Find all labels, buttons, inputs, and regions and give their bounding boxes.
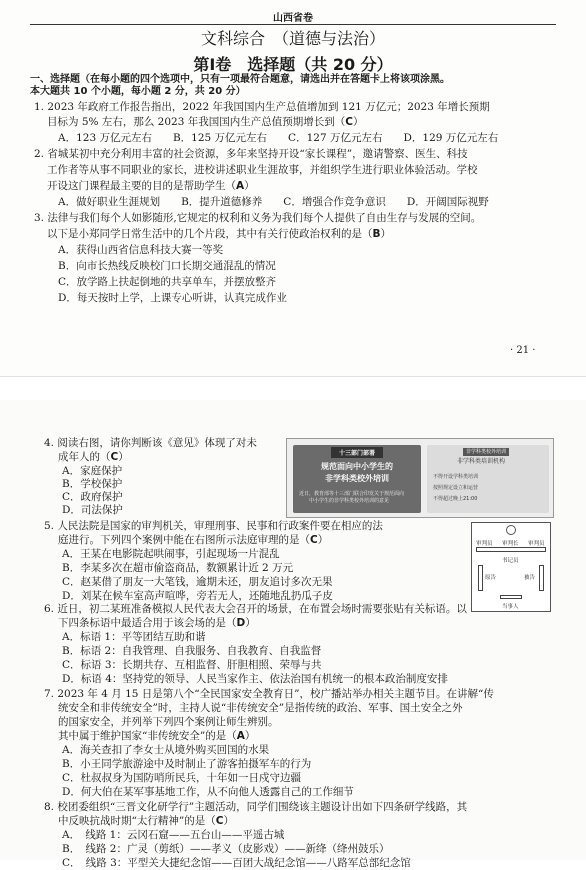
q4-news-right-tag: 非学科类校外培训 [463,448,509,456]
section-title: 第Ⅰ卷 选择题（共 20 分） [193,55,393,74]
q4-news-right-line-1: 不得开设学科类培训 [433,474,479,480]
q5-option-c: C．赵某借了朋友一大笔钱，逾期未还，朋友追讨多次无果 [62,576,333,588]
page-header: 山西省卷 [273,13,313,24]
court-label-plaintiff: 原告 [485,575,497,581]
q1-stem-line-2: 目标为 5% 左右，那么 2023 年我国国内生产总值预期增长到（C） [47,116,364,128]
q2-answer: A [236,180,245,192]
q3-option-c: C．放学路上扶起倒地的共享单车，并摆放整齐 [58,276,277,288]
q2-stem-line-3: 开设这门课程最主要的目的是帮助学生（A） [47,180,255,192]
court-defendant-desk [539,565,544,591]
q4-news-note-1: 近日，教育部等十三部门联合印发关于规范面向 [299,491,405,497]
q4-option-c: C．政府保护 [62,491,123,503]
q3-option-a: A．获得山西省信息科技大赛一等奖 [58,244,224,256]
q6-stem-line-2: 下四条标语中最适合用于该会场的是（D） [58,617,256,629]
header-divider [30,24,556,25]
instructions-line-1: 一、选择题（在每小题的四个选项中，只有一项最符合题意，请选出并在答题卡上将该项涂黑。 [30,74,450,85]
q7-stem-line-4: 其中属于维护国家“非传统安全”的是（A） [58,730,256,742]
q1-stem-line-1: 1. 2023 年政府工作报告指出，2022 年我国国内生产总值增加到 121 万亿元；2023 年增长预期 [34,101,490,113]
q7-answer: A [236,730,245,742]
q6-stem-line-1: 6. 近日，初二某班准备模拟人民代表大会召开的场景，在布置会场时需要张贴有关标语。以 [44,603,467,615]
page-number: · 21 · [510,345,536,356]
q4-option-b: B．学校保护 [62,478,123,490]
q8-stem-line-2: 中反映抗战时期“太行精神”的是（C） [58,815,234,827]
court-bench [476,547,546,552]
q3-option-d: D．每天按时上学，上课专心听讲，认真完成作业 [58,292,287,304]
q7-stem-line-2: 统安全和非传统安全”时，主持人说“非传统安全”是指传统的政治、军事、国土安全之外 [58,702,463,714]
q4-option-d: D．司法保护 [62,504,123,516]
q6-option-d: D．标语 4：坚持党的领导、人民当家作主、依法治国有机统一的根本政治制度安排 [62,673,448,685]
courtroom-diagram [471,522,551,612]
page-gap [0,376,586,400]
q1-options: A．123 万亿元左右 B．125 万亿元左右 C．127 万亿元左右 D．129 万亿元左右 [58,132,499,144]
q6-option-c: C．标语 3：长期共存、互相监督、肝胆相照、荣辱与共 [62,659,322,671]
court-label-defendant: 被告 [524,575,536,581]
subject-title: 文科综合 （道德与法治） [200,29,385,48]
q4-news-title-2: 非学科类校外培训 [325,474,389,483]
q6-option-a: A．标语 1：平等团结互助和谐 [62,631,206,643]
q8-answer: C [215,815,224,827]
q6-option-b: B．标语 2：自我管理、自我服务、自我教育、自我监督 [62,645,322,657]
q7-option-c: C．杜叔叔身为国防哨所民兵，十年如一日戍守边疆 [62,772,302,784]
q4-stem-line-2: 成年人的（C） [58,451,129,463]
court-plaintiff-desk [478,565,483,591]
q2-options: A．做好职业生涯规划 B．提升道德修养 C．增强合作竞争意识 D．开阔国际视野 [58,196,489,208]
q4-option-a: A．家庭保护 [62,465,123,477]
q4-news-right-title: 非学科类培训机构 [457,458,506,465]
court-label-judge-3: 审判员 [528,541,545,547]
q5-option-b: B．李某多次在超市偷盗商品，数额累计近 2 万元 [62,562,294,574]
q5-stem-line-1: 5. 人民法院是国家的审判机关，审理刑事、民事和行政案件要在相应的法 [44,520,383,532]
court-party-desk [500,595,522,599]
q5-option-a: A．王某在电影院起哄闹事，引起现场一片混乱 [62,548,280,560]
q5-stem-line-2: 庭进行。下列四个案例中能在右图所示法庭审理的是（C） [58,534,329,546]
q2-stem-line-2: 工作者等从事不同职业的家长，进校讲述职业生涯故事，并组织学生进行职业体验活动。学校 [47,164,478,176]
q4-news-image [286,438,554,518]
q4-answer: C [110,451,119,463]
q7-stem-line-3: 的国家安全，并列举下列四个案例让师生辨别。 [58,716,279,728]
q4-stem-line-1: 4. 阅读右图，请你判断该《意见》体现了对未 [44,437,257,449]
q3-option-b: B．向市长热线反映校门口长期交通混乱的情况 [58,260,276,272]
court-label-judge-2: 审判长 [502,541,519,547]
q7-option-a: A．海关查扣了李女士从境外购买回国的水果 [62,744,270,756]
q7-stem-line-1: 7. 2023 年 4 月 15 日是第八个“全民国家安全教育日”，校广播站举办相关主题节目。在讲解“传 [44,688,494,700]
q5-option-d: D．刘某在候车室高声喧哗，旁若无人，还随地乱扔瓜子皮 [62,590,333,602]
q8-option-b: B． 线路 2：广灵（剪纸）——孝义（皮影戏）——新绛（绛州鼓乐） [62,843,390,855]
q4-news-tag: 十三部门部署 [331,447,383,458]
q4-news-title-1: 规范面向中小学生的 [321,462,393,471]
court-label-party: 当事人 [502,604,519,610]
q4-news-note-2: 中小学生的非学科类校外培训的意见 [309,498,390,504]
court-label-clerk: 书记员 [502,558,519,564]
instructions-line-2: 本大题共 10 个小题，每小题 2 分，共 20 分） [30,86,246,97]
q8-stem-line-1: 8. 校团委组织“三晋文化研学行”主题活动，同学们围绕该主题设计出如下四条研学线路，其 [44,801,468,813]
q1-answer: C [345,116,353,128]
q7-option-d: D．何大伯在某军事基地工作，从不向他人透露自己的工作细节 [62,786,354,798]
q8-option-a: A． 线路 1：云冈石窟——五台山——平遥古城 [62,829,285,841]
q8-option-c: C． 线路 3：平型关大捷纪念馆——百团大战纪念馆——八路军总部纪念馆 [62,857,411,869]
q7-option-b: B．小王同学旅游途中及时制止了游客拍摄军车的行为 [62,758,312,770]
q3-stem-line-2: 以下是小郑同学日常生活中的几个片段，其中有关行使政治权利的是（B） [47,228,392,240]
q5-answer: C [310,534,318,546]
q2-stem-line-1: 2. 省城某初中充分利用丰富的社会资源，多年来坚持开设“家长课程”，邀请警察、医生、科技 [34,148,468,160]
q4-news-right-line-3: 不得超过晚上21:00 [433,496,478,502]
q4-news-right-line-2: 按照规定设立和运营 [433,485,479,491]
court-label-judge-1: 审判员 [476,541,493,547]
q3-answer: B [372,228,381,240]
court-emblem-icon [506,525,516,535]
q6-answer: D [236,617,246,629]
q3-stem-line-1: 3. 法律与我们每个人如影随形,它规定的权利和义务为我们每个人提供了自由生存与发展的空间。 [34,212,482,224]
